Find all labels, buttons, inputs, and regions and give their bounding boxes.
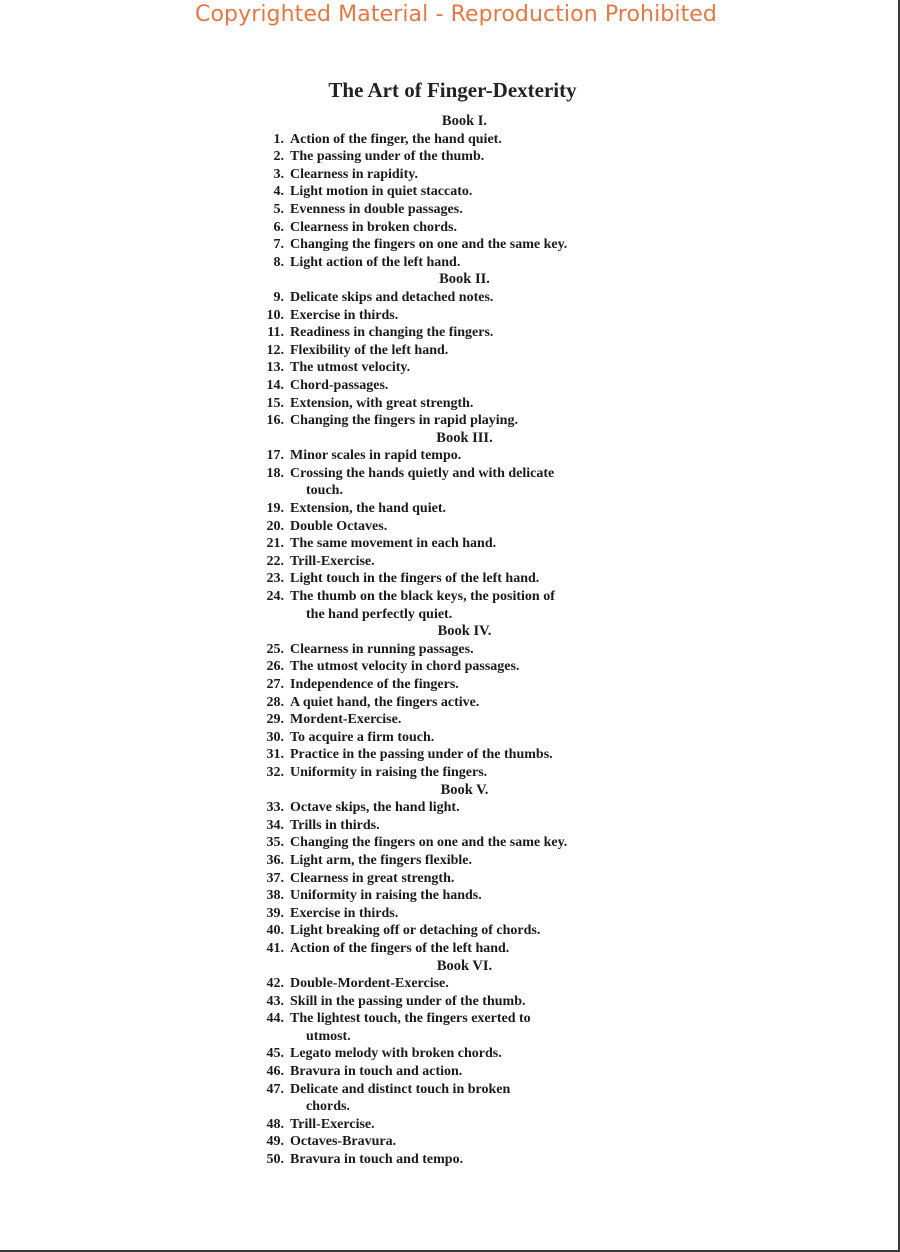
item-text-continuation: chords. — [306, 1099, 350, 1115]
list-item — [262, 342, 647, 360]
item-text-block — [290, 1133, 647, 1151]
item-text-continuation: the hand perfectly quiet. — [306, 606, 453, 622]
list-item — [262, 518, 647, 536]
list-item — [262, 236, 647, 254]
list-item — [262, 570, 647, 588]
item-text: Clearness in running passages. — [290, 641, 474, 657]
item-text-block — [290, 535, 647, 553]
list-item — [262, 834, 647, 852]
list-item — [262, 1045, 647, 1063]
item-text: Mordent-Exercise. — [290, 712, 402, 728]
item-text: Independence of the fingers. — [290, 677, 459, 692]
list-item — [262, 166, 647, 184]
book-heading: Book V. — [440, 781, 489, 798]
item-text: Light breaking off or detaching of chords. — [290, 923, 541, 939]
item-text: Extension, the hand quiet. — [290, 501, 446, 517]
item-number: 4. — [273, 184, 284, 200]
list-item — [262, 922, 647, 940]
item-text-block — [290, 764, 647, 782]
item-text-block — [290, 359, 647, 377]
item-text: Clearness in great strength. — [290, 870, 455, 886]
book-heading: Book II. — [439, 271, 490, 288]
list-item — [262, 377, 647, 395]
item-text-block — [290, 1081, 647, 1116]
item-text: Minor scales in rapid tempo. — [290, 448, 462, 464]
list-item — [262, 852, 647, 870]
list-item — [262, 148, 647, 166]
item-number: 30. — [266, 729, 284, 745]
item-text: Changing the fingers on one and the same key. — [290, 237, 568, 253]
list-item — [262, 694, 647, 712]
item-text-block — [290, 148, 647, 166]
item-text-block — [290, 289, 647, 307]
item-number: 35. — [266, 835, 284, 851]
item-text: Delicate skips and detached notes. — [290, 289, 494, 305]
item-text-block — [290, 746, 647, 764]
list-item — [262, 940, 647, 958]
list-item — [262, 500, 647, 518]
list-item — [262, 447, 647, 465]
item-text: Trill-Exercise. — [290, 553, 375, 569]
item-number: 45. — [266, 1046, 284, 1062]
item-number: 2. — [273, 149, 284, 165]
item-text: Bravura in touch and action. — [290, 1064, 463, 1080]
list-item — [262, 711, 647, 729]
item-text: Chord-passages. — [290, 377, 389, 393]
item-number: 22. — [266, 553, 284, 569]
list-item — [262, 641, 647, 659]
list-item — [262, 1116, 647, 1134]
item-text-block — [290, 834, 647, 852]
item-text-block — [290, 588, 647, 623]
item-text-block — [290, 905, 647, 923]
list-item — [262, 905, 647, 923]
item-number: 44. — [266, 1011, 284, 1027]
item-number: 29. — [266, 712, 284, 728]
list-item — [262, 870, 647, 888]
item-text-block — [290, 1116, 647, 1134]
item-number: 46. — [266, 1064, 284, 1080]
item-text: To acquire a firm touch. — [290, 729, 435, 745]
page-title: The Art of Finger-Dexterity — [328, 78, 577, 102]
list-item — [262, 359, 647, 377]
item-number: 38. — [266, 888, 284, 904]
list-item — [262, 553, 647, 571]
list-item — [262, 465, 647, 500]
item-text-block — [290, 570, 647, 588]
item-number: 40. — [266, 923, 284, 939]
book-heading: Book I. — [441, 113, 488, 129]
item-number: 7. — [273, 237, 284, 253]
list-item — [262, 887, 647, 905]
item-number: 25. — [266, 641, 284, 657]
item-number: 3. — [273, 166, 284, 182]
item-number: 24. — [266, 589, 284, 605]
item-number: 21. — [266, 536, 284, 552]
item-text-block — [290, 993, 647, 1011]
item-text: Extension, with great strength. — [290, 395, 474, 411]
item-number: 41. — [266, 940, 284, 956]
item-text: Light touch in the fingers of the left hand. — [290, 571, 540, 587]
item-number: 28. — [266, 694, 284, 710]
item-text-block — [290, 465, 647, 500]
list-item — [262, 993, 647, 1011]
list-item — [262, 1133, 647, 1151]
item-text: Octave skips, the hand light. — [290, 800, 460, 816]
list-item — [262, 975, 647, 993]
item-text-block — [290, 641, 647, 659]
item-text-block — [290, 500, 647, 518]
item-number: 15. — [266, 395, 284, 411]
item-number: 19. — [266, 501, 284, 517]
item-number: 5. — [273, 201, 284, 217]
item-text: Practice in the passing under of the thumbs. — [290, 747, 553, 763]
list-item — [262, 1081, 647, 1116]
item-text-block — [290, 711, 647, 729]
item-text-block — [290, 870, 647, 888]
list-item — [262, 764, 647, 782]
item-number: 23. — [266, 571, 284, 587]
item-text: Light action of the left hand. — [290, 254, 461, 270]
list-item — [262, 219, 647, 237]
item-text-block — [290, 219, 647, 237]
item-number: 1. — [273, 131, 284, 147]
item-text: Clearness in rapidity. — [290, 166, 418, 182]
item-number: 6. — [273, 219, 284, 235]
item-number: 37. — [266, 870, 284, 886]
item-text-block — [290, 817, 647, 835]
item-text-block — [290, 254, 647, 272]
item-text-block — [290, 1063, 647, 1081]
item-text-block — [290, 694, 647, 712]
item-text-block — [290, 236, 647, 254]
item-number: 9. — [273, 289, 284, 305]
list-item — [262, 201, 647, 219]
item-text-block — [290, 922, 647, 940]
list-item — [262, 1010, 647, 1045]
item-number: 16. — [266, 413, 284, 429]
item-text-continuation: utmost. — [306, 1028, 351, 1044]
item-text-block — [290, 324, 647, 342]
item-text: Legato melody with broken chords. — [290, 1046, 502, 1062]
item-text: Double-Mordent-Exercise. — [290, 976, 449, 992]
item-number: 33. — [266, 800, 284, 816]
item-text-block — [290, 201, 647, 219]
item-text-block — [290, 131, 647, 149]
item-text: Exercise in thirds. — [290, 307, 399, 323]
item-number: 11. — [267, 325, 284, 341]
item-text: Light arm, the fingers flexible. — [290, 852, 472, 868]
list-item — [262, 799, 647, 817]
item-text-block — [290, 553, 647, 571]
item-text-block — [290, 377, 647, 395]
item-text: Octaves-Bravura. — [290, 1134, 397, 1150]
item-number: 14. — [266, 377, 284, 393]
item-text-block — [290, 412, 647, 430]
item-text-block — [290, 1010, 647, 1045]
item-text: Action of the fingers of the left hand. — [290, 940, 510, 956]
list-item — [262, 588, 647, 623]
item-text-block — [290, 183, 647, 201]
item-text: Crossing the hands quietly and with delicate — [290, 465, 555, 481]
item-text: Double Octaves. — [290, 518, 388, 534]
item-text-block — [290, 887, 647, 905]
item-text: Readiness in changing the fingers. — [290, 325, 494, 341]
item-number: 31. — [266, 747, 284, 763]
item-number: 32. — [266, 764, 284, 780]
item-text-block — [290, 1045, 647, 1063]
item-number: 27. — [266, 677, 284, 692]
contents-list — [262, 113, 647, 1169]
item-text: Action of the finger, the hand quiet. — [290, 131, 502, 147]
item-text-block — [290, 940, 647, 958]
item-text: Light motion in quiet staccato. — [290, 184, 473, 200]
list-item — [262, 729, 647, 747]
list-item — [262, 535, 647, 553]
book-heading: Book VI. — [436, 957, 493, 974]
item-text: Skill in the passing under of the thumb. — [290, 993, 526, 1009]
item-text: The same movement in each hand. — [290, 536, 497, 552]
item-text: Clearness in broken chords. — [290, 219, 457, 235]
copyright-watermark: Copyrighted Material - Reproduction Prohibited — [194, 2, 717, 27]
list-item — [262, 131, 647, 149]
item-text: The utmost velocity in chord passages. — [290, 659, 520, 675]
list-item — [262, 746, 647, 764]
item-number: 17. — [266, 448, 284, 464]
book-heading: Book IV. — [437, 623, 492, 640]
list-item — [262, 676, 647, 694]
list-item — [262, 1151, 647, 1169]
item-text-block — [290, 852, 647, 870]
item-number: 10. — [266, 307, 284, 323]
item-text-block — [290, 799, 647, 817]
list-item — [262, 307, 647, 325]
item-text-block — [290, 307, 647, 325]
item-number: 50. — [266, 1152, 284, 1168]
list-item — [262, 289, 647, 307]
item-text: Evenness in double passages. — [290, 201, 463, 217]
item-number: 36. — [266, 852, 284, 868]
item-text: Delicate and distinct touch in broken — [290, 1081, 511, 1097]
list-item — [262, 324, 647, 342]
item-text: Uniformity in raising the hands. — [290, 888, 482, 904]
item-text: Flexibility of the left hand. — [290, 342, 449, 358]
item-number: 48. — [266, 1116, 284, 1132]
item-number: 34. — [266, 817, 284, 833]
item-text: The passing under of the thumb. — [290, 149, 485, 165]
item-text-block — [290, 658, 647, 676]
item-number: 39. — [266, 905, 284, 921]
item-text-block — [290, 166, 647, 184]
item-number: 47. — [266, 1081, 284, 1097]
item-number: 13. — [266, 360, 284, 376]
list-item — [262, 658, 647, 676]
item-text-block — [290, 395, 647, 413]
item-text-block — [290, 342, 647, 360]
item-text: Trill-Exercise. — [290, 1116, 375, 1132]
item-text-block — [290, 676, 647, 694]
item-text-block — [290, 518, 647, 536]
item-number: 18. — [266, 465, 284, 481]
item-text: Exercise in thirds. — [290, 905, 399, 921]
item-number: 49. — [266, 1134, 284, 1150]
item-text: Bravura in touch and tempo. — [290, 1152, 464, 1168]
item-text: Uniformity in raising the fingers. — [290, 764, 488, 780]
item-text: The lightest touch, the fingers exerted to — [290, 1011, 531, 1027]
item-number: 20. — [266, 518, 284, 534]
item-number: 12. — [266, 342, 284, 358]
item-text: A quiet hand, the fingers active. — [290, 694, 480, 710]
item-text-continuation: touch. — [306, 483, 343, 499]
item-text: Trills in thirds. — [290, 817, 380, 833]
book-heading: Book III. — [436, 429, 493, 446]
item-text: Changing the fingers in rapid playing. — [290, 413, 518, 429]
item-text-block — [290, 447, 647, 465]
list-item — [262, 395, 647, 413]
item-text: The thumb on the black keys, the position of — [290, 589, 555, 605]
item-number: 26. — [266, 659, 284, 675]
item-text: Changing the fingers on one and the same key. — [290, 835, 568, 851]
item-text-block — [290, 1151, 647, 1169]
list-item — [262, 412, 647, 430]
item-text-block — [290, 975, 647, 993]
list-item — [262, 254, 647, 272]
list-item — [262, 1063, 647, 1081]
item-text-block — [290, 729, 647, 747]
item-number: 8. — [273, 254, 284, 270]
list-item — [262, 817, 647, 835]
item-number: 42. — [266, 976, 284, 992]
item-text: The utmost velocity. — [290, 360, 411, 376]
item-number: 43. — [266, 993, 284, 1009]
list-item — [262, 183, 647, 201]
